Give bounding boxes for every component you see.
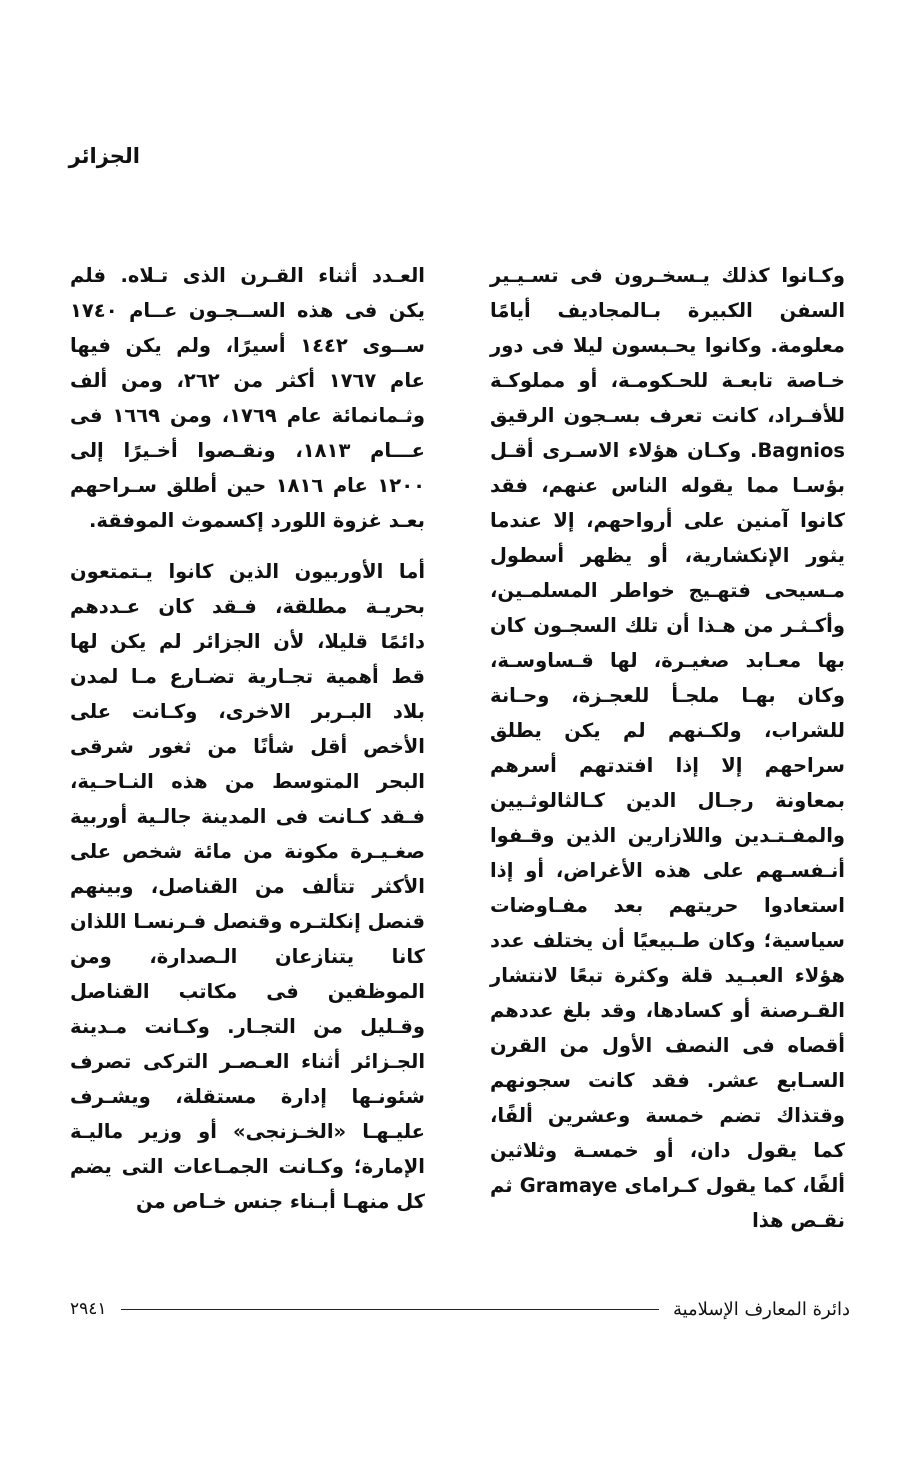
paragraph: أما الأوربيون الذين كانوا يـتمتعون بحريـة مطلقة، فـقد كان عـددهم دائمًا قليلا، لأن الجزائر لم يكن لها قط أهمية تجـارية تضـارع مـا لمدن بلاد البـربر الاخرى، وكـانت على الأخص أقل شأنًا من ثغور شرقى البحر المتوسط من هذه النـاحـية، فـقد كـانت فى المدينة جالـية أوربية صغـيـرة مكونة من مائة شخص على الأكثر تتألف من القناصل، وبينهم قنصل إنكلتـره وقنصل فـرنسـا اللذان كانا يتنازعان الـصدارة، ومن الموظفين فى مكاتب القناصل وقـليل من التجـار. وكـانت مـدينة الجـزائر أثناء العـصـر التركى تصرف شئونـها إدارة مستقلة، ويشـرف عليـهـا «الخـزنجى» أو وزير ماليـة الإمارة؛ وكـانت الجمـاعات التى يضم كل منهـا أبـناء جنس خـاص من xyxy=(70,560,425,1213)
page-number: ٢٩٤١ xyxy=(70,1299,107,1319)
text-column-right xyxy=(490,258,845,1238)
text-column-left xyxy=(70,258,425,1219)
paragraph: وكـانوا كذلك يـسخـرون فى تسـيـير السفن الكبيرة بـالمجاديف أيامًا معلومة. وكانوا يحـبسون ليلا فى دور خـاصة تابعـة للحـكومـة، أو مملوكـة للأفـراد، كانت تعرف بسـجون الرقيق Bagnios. وكـان هؤلاء الاسـرى أقـل بؤسـا مما يقوله الناس عنهم، فقد كانوا آمنين على أرواحهم، إلا عندما يثور الإنكشارية، أو يظهر أسطول مـسيحى فتهـيج خواطر المسلمـين، وأكـثـر من هـذا أن تلك السجـون كان بها معـابد صغيـرة، لها قـساوسـة، وكان بهـا ملجـأ للعجـزة، وحـانة للشراب، ولكـنهم لم يكن يطلق سراحهم إلا إذا افتدتهم أسرهم بمعاونة رجـال الدين كـالثالوثـيين والمفـتـدين واللازارين الذين وقـفوا أنـفسـهم على هذه الأغراض، أو إذا استعادوا حريتهم بعد مفـاوضات سياسية؛ وكان طـبيعيًا أن يختلف عدد هؤلاء العبـيد قلة وكثرة تبعًا لانتشار القـرصنة أو كسادها، وقد بلغ عددهم أقصاه فى النصف الأول من القرن السـابع عشر. فقد كانت سجونهم وقتذاك تضم خمسة وعشرين ألفًا، كما يقول دان، أو خمسـة وثلاثين ألفًا، كما يقول كـراماى Gramaye ثم نقـص هذا xyxy=(490,264,845,1232)
footer-rule xyxy=(121,1309,659,1310)
footer-publication-title: دائرة المعارف الإسلامية xyxy=(672,1298,850,1320)
paragraph: العـدد أثناء القـرن الذى تـلاه. فلم يكن فى هذه الســجـون عــام ١٧٤٠ ســوى ١٤٤٢ أسيرًا، ولم يكن فيها عام ١٧٦٧ أكثر من ٢٦٢، ومن ألف وثـمانمائة عام ١٧٦٩، ومن ١٦٦٩ فى عـــام ١٨١٣، ونقـصوا أخـيرًا إلى ١٢٠٠ عام ١٨١٦ حين أطلق سـراحهم بعـد غزوة اللورد إكسموث الموفقة. xyxy=(70,264,426,532)
page-footer xyxy=(70,1294,850,1324)
running-head-title: الجزائر xyxy=(68,144,140,168)
